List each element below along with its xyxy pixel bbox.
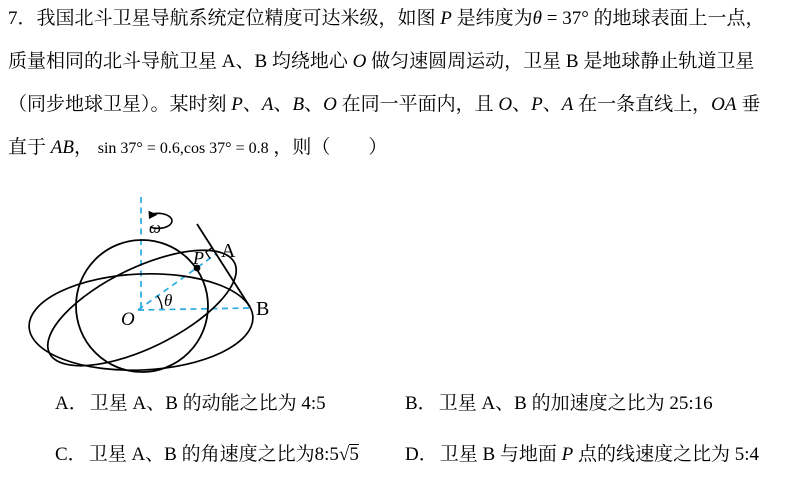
problem-statement [8,0,805,170]
point-p-label: P [193,248,204,268]
option-a [55,392,405,416]
point-b-label: B [256,298,270,320]
earth-satellite-diagram [20,190,310,395]
problem-line-4: 直于 AB， sin 37° = 0.6,cos 37° = 0.8 ，则（ ） [8,137,388,158]
problem-line-3: （同步地球卫星）。某时刻 P、A、B、O 在同一平面内，且 O、P、A 在一条直线上，OA 垂 [8,94,761,115]
point-o-label: O [121,309,135,330]
option-c-label: C． [55,444,87,465]
option-d-text: 卫星 B 与地面 P 点的线速度之比为 5:4 [439,444,760,465]
option-b-label: B． [405,393,437,414]
option-a-label: A． [55,393,88,414]
answer-options [55,392,800,467]
omega-label: ω [149,218,162,237]
theta-arc [157,296,162,309]
ab-line [197,224,250,307]
option-d [405,443,800,467]
problem-line-2: 质量相同的北斗导航卫星 A、B 均绕地心 O 做匀速圆周运动，卫星 B 是地球静止轨道卫星 [8,51,755,72]
ob-dashed-line [138,308,250,310]
option-a-text: 卫星 A、B 的动能之比为 4:5 [89,393,326,414]
option-d-label: D． [405,444,438,465]
option-c-text: 卫星 A、B 的角速度之比为8:5√5 [88,444,359,465]
problem-line-1: 7．我国北斗卫星导航系统定位精度可达米级，如图 P 是纬度为θ = 37° 的地球表面上一点， [8,8,765,29]
option-b-text: 卫星 A、B 的加速度之比为 25:16 [438,393,713,414]
theta-label: θ [164,291,173,310]
option-c [55,443,405,467]
option-b [405,392,800,416]
right-angle-mark [206,248,212,259]
point-a-label: A [221,240,236,262]
earth-satellite-figure [20,190,310,395]
